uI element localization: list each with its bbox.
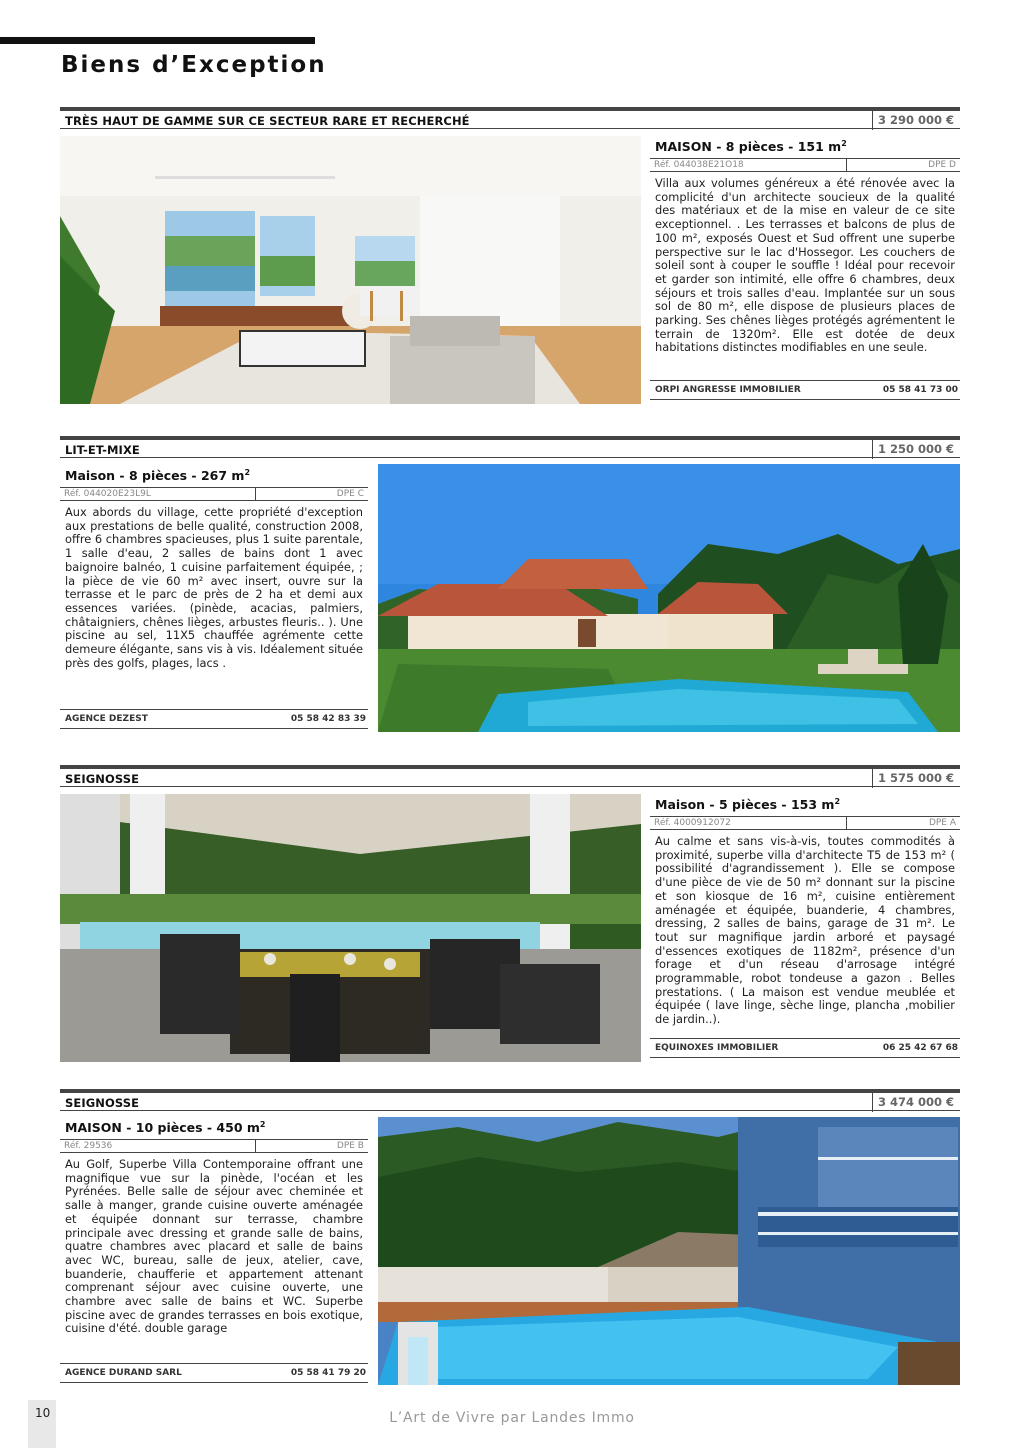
listing-ref-row bbox=[60, 487, 368, 501]
listing-footer bbox=[60, 1363, 368, 1383]
listing-dpe: DPE A bbox=[928, 818, 956, 828]
listing-title: Maison - 5 pièces - 153 $m^2$ bbox=[655, 797, 841, 813]
listing-header bbox=[60, 1089, 960, 1111]
listing-phone: 05 58 41 79 20 bbox=[290, 1368, 366, 1378]
listing-description: Au calme et sans vis-à-vis, toutes commodités à proximité, superbe villa d'architecte T5 de 153 m² ( possibilité d'agrandissement ). Elle se compose d'une pièce de vie de 50 m² donnant sur la piscine et son kiosque de 16 m², cuisine entièrement aménagée et équipée, buanderie, 4 chambres, dressing, 2 salles de bains, garage de 31 m². Le tout sur magnifique jardin arboré et paysagé d'essences exotiques de 1182m², présence d'un forage et d'un réseau d'arrosage intégré programmable, robot tondeuse a gazon . Belles prestations. ( La maison est vendue meublée et équipée ( lave linge, sèche linge, plancha ,mobilier de jardin..). bbox=[655, 834, 955, 1027]
top-rule bbox=[0, 37, 315, 44]
listing-header bbox=[60, 765, 960, 787]
listing-text-panel bbox=[60, 1117, 368, 1385]
listing-text-panel bbox=[650, 136, 960, 404]
listing-agency: EQUINOXES IMMOBILIER bbox=[655, 1043, 779, 1053]
listing-ref-row bbox=[650, 816, 960, 830]
listing-location: SEIGNOSSE bbox=[65, 1096, 140, 1110]
listing-dpe: DPE B bbox=[336, 1141, 364, 1151]
listing-card bbox=[60, 765, 960, 1063]
listing-price: 3 474 000 € bbox=[872, 1092, 960, 1112]
footer-tagline: L’Art de Vivre par Landes Immo bbox=[389, 1410, 635, 1426]
listing-footer bbox=[650, 380, 960, 400]
listing-location: LIT-ET-MIXE bbox=[65, 443, 140, 457]
listing-price: 1 575 000 € bbox=[872, 768, 960, 788]
listing-phone: 05 58 42 83 39 bbox=[290, 714, 366, 724]
listing-footer bbox=[60, 709, 368, 729]
listing-ref-row bbox=[650, 158, 960, 172]
listing-photo bbox=[60, 794, 641, 1062]
listing-photo bbox=[378, 464, 960, 732]
listing-photo bbox=[378, 1117, 960, 1385]
listing-footer bbox=[650, 1038, 960, 1058]
listing-text-panel bbox=[60, 465, 368, 733]
listing-description: Aux abords du village, cette propriété d'exception aux prestations de belle qualité, construction 2008, offre 6 chambres spacieuses, plus 1 suite parentale, 1 salle d'eau, 2 salles de bains dont 1 avec baignoire balnéo, 1 cuisine parfaitement équipée, ; la pièce de vie 60 m² avec insert, ouvre sur la terrasse et le parc de près de 2 ha et demi aux essences variées. (pinède, acacias, palmiers, châtaigniers, chênes lièges, arbustes fleuris.. ). Une piscine au sel, 11X5 chauffée agrémente cette demeure élégante, sans vis à vis. Idéalement située près des golfs, plages, lacs . bbox=[65, 505, 364, 670]
listing-card bbox=[60, 436, 960, 734]
listing-description: Villa aux volumes généreux a été rénovée avec la complicité d'un architecte soucieux de la qualité des matériaux et de la mise en valeur de ce site exceptionnel. . Les terrasses et balcons de plus de 100 m², exposés Ouest et Sud offrent une superbe perspective sur le lac d'Hossegor. Les couchers de soleil sont à couper le souffle ! Idéal pour recevoir et garder son intimité, elle offre 6 chambres, deux séjours et trois salles d'eau. Implantée sur un sous sol de 80 m², elle dispose de plusieurs places de parking. Ses chênes lièges protégés agrémentent le terrain de 1320m². Elle est dotée de deux habitations distinctes modifiables en une seule. bbox=[655, 176, 955, 355]
listing-header bbox=[60, 436, 960, 458]
listing-title: MAISON - 10 pièces - 450 $m^2$ bbox=[65, 1120, 266, 1136]
listing-agency: AGENCE DEZEST bbox=[65, 714, 148, 724]
listing-ref-row bbox=[60, 1139, 368, 1153]
page-number: 10 bbox=[35, 1406, 51, 1420]
listing-agency: ORPI ANGRESSE IMMOBILIER bbox=[655, 385, 801, 395]
listing-location: TRÈS HAUT DE GAMME SUR CE SECTEUR RARE ET RECHERCHÉ bbox=[65, 114, 470, 128]
listing-description: Au Golf, Superbe Villa Contemporaine offrant une magnifique vue sur la pinède, l'océan et les Pyrénées. Belle salle de séjour avec cheminée et salle à manger, grande cuisine ouverte aménagée et équipée donnant sur terrasse, chambre principale avec dressing et grande salle de bains, quatre chambres avec placard et salle de bains avec WC, bureau, salle de jeux, atelier, cave, buanderie, chaufferie et appartement attenant comprenant séjour avec cuisine ouverte, une chambre avec salle de bains et WC. Superbe piscine avec de grandes terrasses en bois exotique, cuisine d'été. double garage bbox=[65, 1157, 363, 1336]
listing-price: 1 250 000 € bbox=[872, 439, 960, 459]
listing-card bbox=[60, 107, 960, 405]
listing-phone: 05 58 41 73 00 bbox=[882, 385, 958, 395]
listing-card bbox=[60, 1089, 960, 1387]
listing-photo bbox=[60, 136, 641, 404]
listing-ref: Réf. 4000912072 bbox=[654, 818, 731, 828]
listing-ref: Réf. 29536 bbox=[64, 1141, 113, 1151]
listing-dpe: DPE C bbox=[336, 489, 364, 499]
listing-phone: 06 25 42 67 68 bbox=[882, 1043, 958, 1053]
listing-dpe: DPE D bbox=[928, 160, 956, 170]
listing-price: 3 290 000 € bbox=[872, 110, 960, 130]
listing-text-panel bbox=[650, 794, 960, 1062]
listing-header bbox=[60, 107, 960, 129]
listing-location: SEIGNOSSE bbox=[65, 772, 140, 786]
listing-ref: Réf. 044020E23L9L bbox=[64, 489, 151, 499]
page-title: Biens d’Exception bbox=[61, 52, 327, 78]
listing-title: MAISON - 8 pièces - 151 $m^2$ bbox=[655, 139, 847, 155]
listing-ref: Réf. 044038E21O18 bbox=[654, 160, 744, 170]
listing-title: Maison - 8 pièces - 267 $m^2$ bbox=[65, 468, 251, 484]
listing-agency: AGENCE DURAND SARL bbox=[65, 1368, 182, 1378]
